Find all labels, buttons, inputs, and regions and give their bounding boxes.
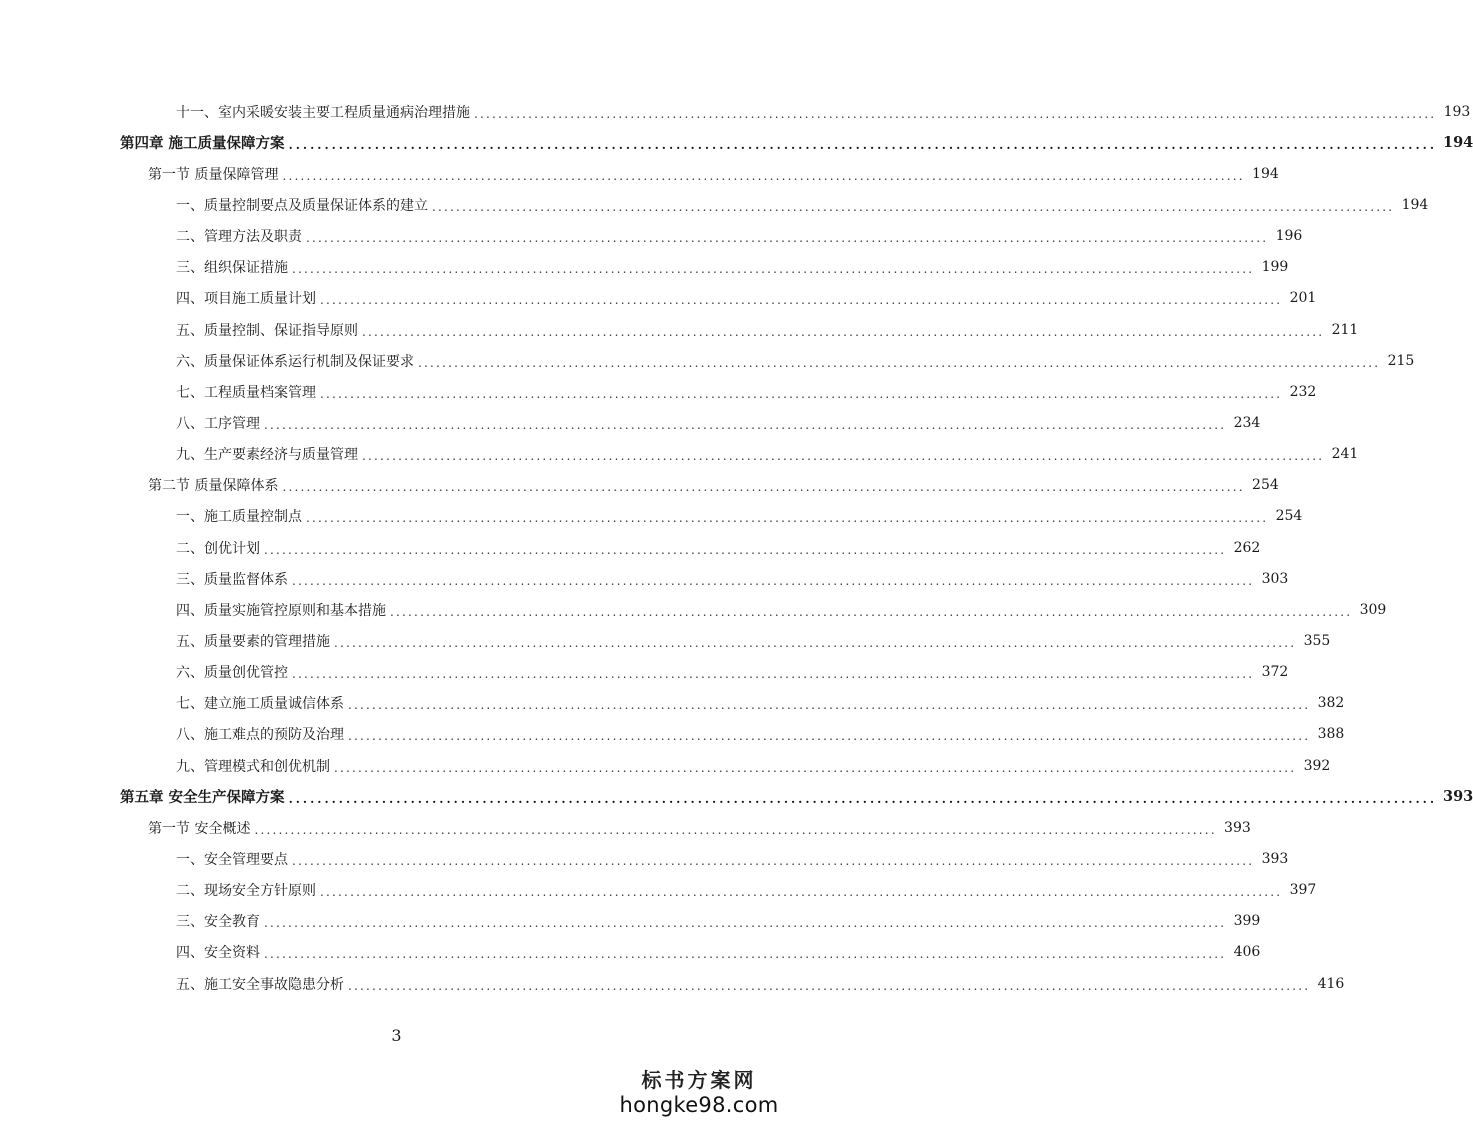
toc-entry-page: 397 (1289, 882, 1317, 899)
toc-entry-item[interactable] (0, 345, 1415, 376)
toc-entry-page: 193 (1443, 103, 1471, 120)
toc-dot-leader: ................................................................................................................................................................ (292, 853, 1255, 868)
toc-entry-page: 393 (1443, 788, 1473, 806)
toc-entry-title: 八、工序管理 (176, 415, 260, 432)
toc-entry-title: 六、质量保证体系运行机制及保证要求 (176, 353, 414, 370)
toc-entry-chapter[interactable] (0, 127, 1473, 158)
toc-entry-title: 四、质量实施管控原则和基本措施 (176, 602, 386, 619)
toc-entry-item[interactable] (0, 843, 1289, 874)
toc-entry-page: 399 (1233, 913, 1261, 930)
toc-entry-page: 254 (1252, 477, 1279, 494)
toc-entry-page: 194 (1401, 196, 1429, 213)
toc-entry-item[interactable] (0, 625, 1331, 656)
toc-dot-leader: ................................................................................................................................................................ (306, 511, 1269, 526)
toc-entry-item[interactable] (0, 376, 1317, 407)
toc-entry-item[interactable] (0, 314, 1359, 345)
table-of-contents (0, 96, 1473, 999)
toc-dot-leader: ................................................................................................................................................................ (254, 822, 1217, 837)
toc-entry-title: 五、质量要素的管理措施 (176, 633, 330, 650)
toc-entry-item[interactable] (0, 532, 1261, 563)
toc-entry-title: 第二节 质量保障体系 (148, 478, 279, 495)
toc-dot-leader: ................................................................................................................................................................ (474, 106, 1437, 121)
toc-entry-item[interactable] (0, 657, 1289, 688)
toc-entry-item[interactable] (0, 719, 1345, 750)
toc-dot-leader: ................................................................................................................................................................ (390, 604, 1353, 619)
toc-entry-page: 416 (1317, 975, 1345, 992)
toc-entry-item[interactable] (0, 563, 1289, 594)
toc-entry-item[interactable] (0, 439, 1359, 470)
toc-entry-page: 234 (1233, 414, 1261, 431)
toc-dot-leader: ................................................................................................................................................................ (320, 293, 1283, 308)
toc-dot-leader: ................................................................................................................................................................ (264, 947, 1227, 962)
toc-entry-item[interactable] (0, 594, 1387, 625)
toc-entry-page: 199 (1261, 259, 1289, 276)
toc-entry-page: 215 (1387, 352, 1415, 369)
watermark-url: hongke98.com (619, 1093, 779, 1117)
toc-entry-item[interactable] (0, 96, 1471, 127)
toc-entry-page: 254 (1275, 508, 1303, 525)
toc-dot-leader: ................................................................................................................................................................ (282, 168, 1245, 183)
toc-entry-title: 三、组织保证措施 (176, 260, 288, 277)
toc-entry-item[interactable] (0, 937, 1261, 968)
toc-entry-item[interactable] (0, 906, 1261, 937)
toc-entry-title: 五、施工安全事故隐患分析 (176, 976, 344, 993)
toc-entry-title: 四、项目施工质量计划 (176, 291, 316, 308)
toc-dot-leader: ................................................................................................................................................................ (264, 916, 1227, 931)
toc-entry-page: 196 (1275, 228, 1303, 245)
toc-entry-title: 五、质量控制、保证指导原则 (176, 322, 358, 339)
toc-entry-title: 第五章 安全生产保障方案 (120, 789, 285, 807)
toc-dot-leader: ................................................................................................................................................................ (306, 231, 1269, 246)
toc-entry-title: 第四章 施工质量保障方案 (120, 135, 285, 153)
toc-entry-page: 388 (1317, 726, 1345, 743)
toc-entry-item[interactable] (0, 407, 1261, 438)
toc-entry-title: 四、安全资料 (176, 945, 260, 962)
toc-entry-page: 393 (1261, 850, 1289, 867)
toc-entry-chapter[interactable] (0, 781, 1473, 812)
toc-dot-leader: ................................................................................................................................................................ (348, 729, 1311, 744)
toc-dot-leader: ................................................................................................................................................................ (264, 417, 1227, 432)
toc-entry-page: 211 (1331, 321, 1359, 338)
toc-dot-leader: ................................................................................................................................................................ (362, 449, 1325, 464)
toc-dot-leader: ................................................................................................................................................................ (292, 262, 1255, 277)
toc-entry-page: 382 (1317, 695, 1345, 712)
toc-dot-leader: ................................................................................................................................................................ (292, 667, 1255, 682)
toc-entry-title: 十一、室内采暖安装主要工程质量通病治理措施 (176, 104, 470, 121)
toc-entry-title: 二、现场安全方针原则 (176, 883, 316, 900)
toc-entry-section[interactable] (0, 158, 1279, 189)
watermark-title: 标书方案网 (641, 1068, 757, 1092)
toc-entry-title: 七、建立施工质量诚信体系 (176, 696, 344, 713)
page-number: 3 (391, 1026, 402, 1045)
toc-entry-item[interactable] (0, 189, 1429, 220)
toc-entry-item[interactable] (0, 875, 1317, 906)
toc-entry-title: 二、管理方法及职责 (176, 229, 302, 246)
site-watermark (619, 1068, 779, 1118)
toc-entry-page: 262 (1233, 539, 1261, 556)
toc-dot-leader: ................................................................................................................................................................ (334, 760, 1297, 775)
toc-entry-title: 第一节 安全概述 (148, 820, 251, 837)
toc-entry-title: 一、质量控制要点及质量保证体系的建立 (176, 197, 428, 214)
toc-dot-leader: ................................................................................................................................................................ (432, 199, 1395, 214)
toc-dot-leader: ................................................................................................................................................................ (362, 324, 1325, 339)
toc-entry-title: 九、生产要素经济与质量管理 (176, 447, 358, 464)
toc-entry-title: 一、安全管理要点 (176, 851, 288, 868)
toc-entry-item[interactable] (0, 221, 1303, 252)
toc-entry-title: 六、质量创优管控 (176, 665, 288, 682)
toc-entry-title: 八、施工难点的预防及治理 (176, 727, 344, 744)
toc-entry-title: 九、管理模式和创优机制 (176, 758, 330, 775)
toc-entry-title: 七、工程质量档案管理 (176, 384, 316, 401)
toc-entry-item[interactable] (0, 688, 1345, 719)
toc-entry-title: 三、安全教育 (176, 914, 260, 931)
toc-dot-leader: ................................................................................................................................................................ (418, 355, 1381, 370)
toc-entry-page: 355 (1303, 632, 1331, 649)
toc-dot-leader: ................................................................................................................................................................ (348, 978, 1311, 993)
toc-entry-page: 194 (1443, 134, 1473, 152)
toc-entry-page: 392 (1303, 757, 1331, 774)
toc-entry-item[interactable] (0, 283, 1317, 314)
toc-dot-leader: ................................................................................................................................................................ (282, 480, 1245, 495)
toc-entry-page: 393 (1224, 819, 1251, 836)
toc-dot-leader: ................................................................................................................................................................ (292, 573, 1255, 588)
toc-entry-item[interactable] (0, 501, 1303, 532)
toc-dot-leader: ................................................................................................................................................................ (348, 698, 1311, 713)
toc-entry-page: 241 (1331, 446, 1359, 463)
toc-entry-section[interactable] (0, 812, 1251, 843)
toc-entry-page: 406 (1233, 944, 1261, 961)
toc-dot-leader: ................................................................................................................................................................ (334, 635, 1297, 650)
toc-dot-leader: ................................................................................................................................................................ (320, 885, 1283, 900)
toc-entry-title: 第一节 质量保障管理 (148, 166, 279, 183)
toc-entry-section[interactable] (0, 470, 1279, 501)
toc-dot-leader: ................................................................................................................................................................ (288, 791, 1437, 806)
toc-dot-leader: ................................................................................................................................................................ (264, 542, 1227, 557)
toc-entry-title: 一、施工质量控制点 (176, 509, 302, 526)
toc-entry-page: 194 (1252, 165, 1279, 182)
toc-entry-title: 三、质量监督体系 (176, 571, 288, 588)
toc-entry-page: 232 (1289, 383, 1317, 400)
toc-entry-item[interactable] (0, 252, 1289, 283)
toc-dot-leader: ................................................................................................................................................................ (320, 386, 1283, 401)
toc-entry-title: 二、创优计划 (176, 540, 260, 557)
toc-entry-item[interactable] (0, 750, 1331, 781)
toc-entry-item[interactable] (0, 968, 1345, 999)
toc-dot-leader: ................................................................................................................................................................ (288, 137, 1437, 152)
toc-entry-page: 201 (1289, 290, 1317, 307)
toc-entry-page: 309 (1359, 601, 1387, 618)
toc-entry-page: 372 (1261, 664, 1289, 681)
toc-entry-page: 303 (1261, 570, 1289, 587)
